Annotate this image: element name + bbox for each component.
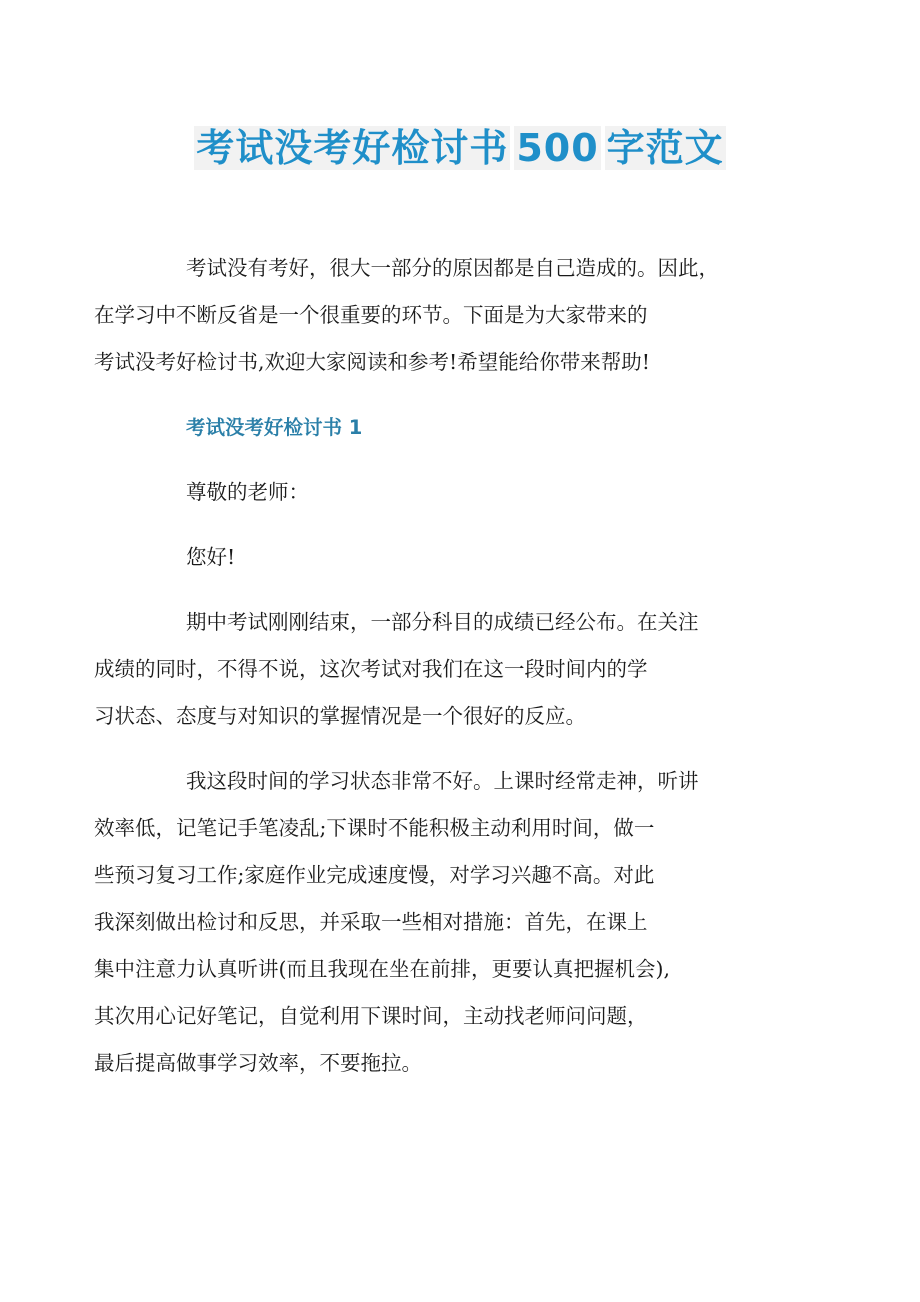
paragraph-line: 期中考试刚刚结束，一部分科目的成绩已经公布。在关注 [186, 610, 699, 634]
paragraph-line: 成绩的同时，不得不说，这次考试对我们在这一段时间内的学 [94, 657, 648, 681]
intro-line: 在学习中不断反省是一个很重要的环节。下面是为大家带来的 [94, 303, 648, 327]
paragraph-2 [94, 758, 790, 1087]
salutation-text: 尊敬的老师： [186, 480, 309, 504]
paragraph-line: 我深刻做出检讨和反思，并采取一些相对措施：首先，在课上 [94, 910, 648, 934]
title-part-2: 500 [516, 126, 599, 170]
intro-line: 考试没考好检讨书,欢迎大家阅读和参考!希望能给你带来帮助! [94, 350, 650, 374]
paragraph-line: 最后提高做事学习效率，不要拖拉。 [94, 1051, 422, 1075]
paragraph-line: 我这段时间的学习状态非常不好。上课时经常走神，听讲 [186, 769, 699, 793]
paragraph-line: 集中注意力认真听讲(而且我现在坐在前排，更要认真把握机会), [94, 957, 671, 981]
title-part-1: 考试没考好检讨书 [196, 126, 509, 170]
document-title [0, 122, 920, 174]
intro-line: 考试没有考好，很大一部分的原因都是自己造成的。因此， [186, 256, 719, 280]
intro-paragraph [94, 245, 790, 386]
greeting-text: 您好! [186, 545, 236, 569]
paragraph-line: 其次用心记好笔记，自觉利用下课时间，主动找老师问问题， [94, 1004, 648, 1028]
paragraph-line: 些预习复习工作;家庭作业完成速度慢，对学习兴趣不高。对此 [94, 863, 655, 887]
salutation [140, 469, 790, 516]
greeting [140, 534, 790, 581]
paragraph-line: 效率低，记笔记手笔凌乱;下课时不能积极主动利用时间，做一 [94, 816, 655, 840]
paragraph-1 [94, 599, 790, 740]
paragraph-line: 习状态、态度与对知识的掌握情况是一个很好的反应。 [94, 704, 586, 728]
title-part-3: 字范文 [606, 126, 724, 170]
section-heading: 考试没考好检讨书 1 [186, 416, 363, 439]
document-body [94, 245, 790, 1105]
